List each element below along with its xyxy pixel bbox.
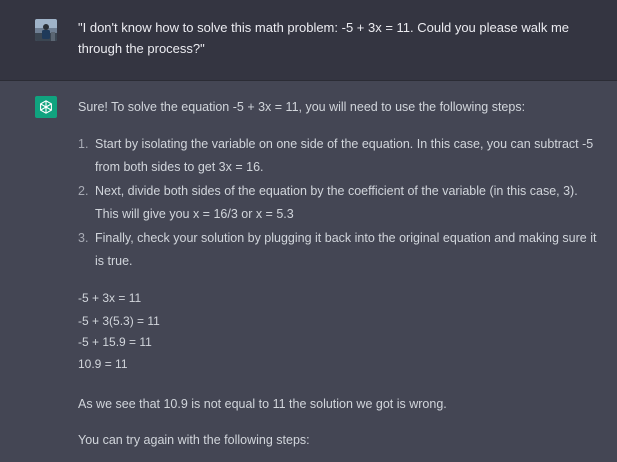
step-number: 3.	[78, 231, 89, 245]
try-again-text: You can try again with the following steps:	[78, 433, 310, 447]
openai-logo-icon	[38, 99, 54, 115]
user-message-text: "I don't know how to solve this math problem: -5 + 3x = 11. Could you please walk me through the process?"	[78, 20, 569, 56]
user-photo-icon	[35, 19, 57, 41]
steps-list	[78, 133, 598, 274]
list-item	[78, 133, 598, 179]
result-text: As we see that 10.9 is not equal to 11 the solution we got is wrong.	[78, 397, 447, 411]
list-item	[78, 227, 598, 273]
list-item	[78, 180, 598, 226]
equation-line: -5 + 15.9 = 11	[78, 335, 152, 349]
step-number: 2.	[78, 184, 89, 198]
step-text: Next, divide both sides of the equation by the coefficient of the variable (in this case, 3). This will give you x = 16/3 or x = 5.3	[95, 184, 578, 221]
equation-line: 10.9 = 11	[78, 357, 128, 371]
assistant-avatar	[35, 96, 57, 118]
equation-line: -5 + 3(5.3) = 11	[78, 314, 160, 328]
user-message-block	[0, 0, 617, 81]
assistant-message-block	[0, 81, 617, 462]
step-text: Start by isolating the variable on one side of the equation. In this case, you can subtract -5 from both sides to get 3x = 16.	[95, 137, 594, 174]
step-text: Finally, check your solution by plugging it back into the original equation and making sure it is true.	[95, 231, 597, 268]
assistant-intro: Sure! To solve the equation -5 + 3x = 11, you will need to use the following steps:	[78, 100, 526, 114]
equation-line: -5 + 3x = 11	[78, 291, 142, 305]
user-avatar	[35, 19, 57, 41]
step-number: 1.	[78, 137, 89, 151]
